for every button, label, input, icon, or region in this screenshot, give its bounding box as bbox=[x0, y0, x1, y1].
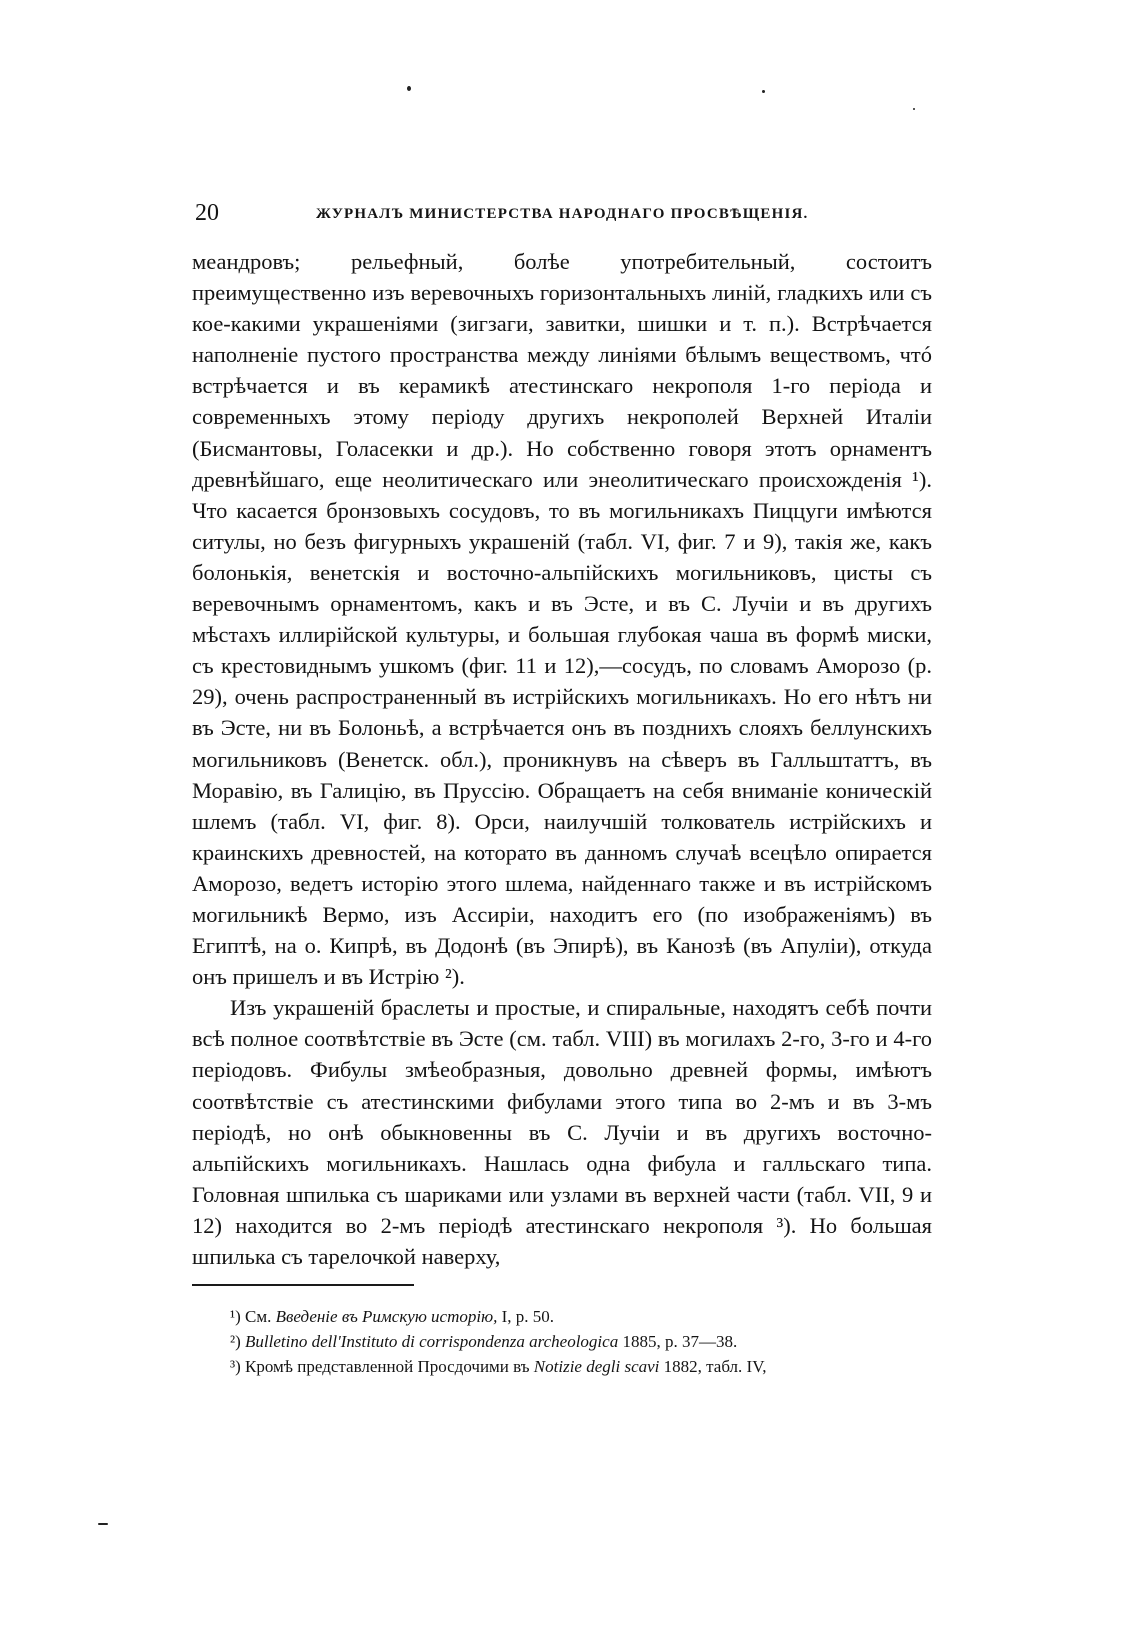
print-speck bbox=[407, 86, 411, 91]
paragraph: меандровъ; рельефный, болѣе употребительный, состоитъ преимущественно изъ веревочныхъ горизонтальныхъ линій, гладкихъ или съ кое-какими украшеніями (зигзаги, завитки, шишки и т. п.). Встрѣчается наполненіе пустого пространства между линіями бѣлымъ веществомъ, чтó встрѣчается и въ керамикѣ атестинскаго некрополя 1-го періода и современныхъ этому періоду другихъ некрополей Верхней Италіи (Бисмантовы, Голасекки и др.). Но собственно говоря этотъ орнаментъ древнѣйшаго, еще неолитическаго или энеолитическаго происхожденія ¹). Что касается бронзовыхъ сосудовъ, то въ могильникахъ Пиццуги имѣются ситулы, но безъ фигурныхъ украшеній (табл. VI, фиг. 7 и 9), такія же, какъ болонькія, венетскія и восточно-альпійскихъ могильниковъ, цисты съ веревочнымъ орнаментомъ, какъ и въ Эсте, и въ С. Лучіи и въ другихъ мѣстахъ иллирійской культуры, и большая глубокая чаша въ формѣ миски, съ крестовиднымъ ушкомъ (фиг. 11 и 12),—сосудъ, по словамъ Аморозо (p. 29), очень распространенный въ истрійскихъ могильникахъ. Но его нѣтъ ни въ Эсте, ни въ Болоньѣ, а встрѣчается онъ въ позднихъ слояхъ беллунскихъ могильниковъ (Венетск. обл.), проникнувъ на сѣверъ въ Галльштаттъ, въ Моравію, въ Галицію, въ Пруссію. Обращаетъ на себя вниманіе коническій шлемъ (табл. VI, фиг. 8). Орси, наилучшій толкователь истрійскихъ и краинскихъ древностей, на которато въ данномъ случаѣ всецѣло опирается Аморозо, ведетъ исторію этого шлема, найденнаго также и въ истрійскомъ могильникѣ Вермо, изъ Ассиріи, находитъ его (по изображеніямъ) въ Египтѣ, на о. Кипрѣ, въ Додонѣ (въ Эпирѣ), въ Канозѣ (въ Апуліи), откуда онъ пришелъ и въ Истрію ²). bbox=[192, 249, 932, 990]
footnote-3 bbox=[230, 1354, 935, 1379]
footnote-title: Bulletino dell'Instituto di corrispondenza archeologica bbox=[245, 1332, 619, 1351]
footnote-text: 1885, p. 37—38. bbox=[622, 1332, 738, 1351]
print-speck bbox=[98, 1523, 108, 1525]
footnote-text: 1882, табл. IV, bbox=[663, 1357, 767, 1376]
footnote-mark: ¹) bbox=[230, 1307, 241, 1326]
footnote-title: Введеніе въ Римскую исторію, bbox=[275, 1307, 498, 1326]
footnote-text: Кромѣ представленной Просдочими въ bbox=[245, 1357, 530, 1376]
footnote-mark: ²) bbox=[230, 1332, 241, 1351]
running-head: ЖУРНАЛЪ МИНИСТЕРСТВА НАРОДНАГО ПРОСВѢЩЕНІЯ. bbox=[316, 206, 809, 222]
footnote-divider bbox=[192, 1284, 414, 1286]
footnote-text: См. bbox=[245, 1307, 272, 1326]
print-speck bbox=[913, 108, 915, 110]
footnote-mark: ³) bbox=[230, 1357, 241, 1376]
footnote-1 bbox=[230, 1304, 935, 1329]
print-speck bbox=[762, 90, 765, 93]
page-number: 20 bbox=[195, 200, 219, 226]
footnote-title: Notizie degli scavi bbox=[533, 1357, 660, 1376]
page-header bbox=[195, 199, 935, 227]
footnote-text: I, p. 50. bbox=[501, 1307, 555, 1326]
paragraph: Изъ украшеній браслеты и простые, и спиральные, находятъ себѣ почти всѣ полное соотвѣтствіе въ Эсте (см. табл. VIII) въ могилахъ 2-го, 3-го и 4-го періодовъ. Фибулы змѣеобразныя, довольно древней формы, имѣютъ соотвѣтствіе съ атестинскими фибулами этого типа во 2-мъ и въ 3-мъ періодѣ, но онѣ обыкновенны въ С. Лучіи и въ другихъ восточно-альпійскихъ могильникахъ. Нашлась одна фибула и галльскаго типа. Головная шпилька съ шариками или узлами въ верхней части (табл. VII, 9 и 12) находится во 2-мъ періодѣ атестинскаго некрополя ³). Но большая шпилька съ тарелочкой наверху, bbox=[192, 995, 932, 1269]
footnote-2 bbox=[230, 1329, 935, 1354]
footnotes bbox=[230, 1304, 935, 1379]
main-text bbox=[192, 246, 932, 1272]
